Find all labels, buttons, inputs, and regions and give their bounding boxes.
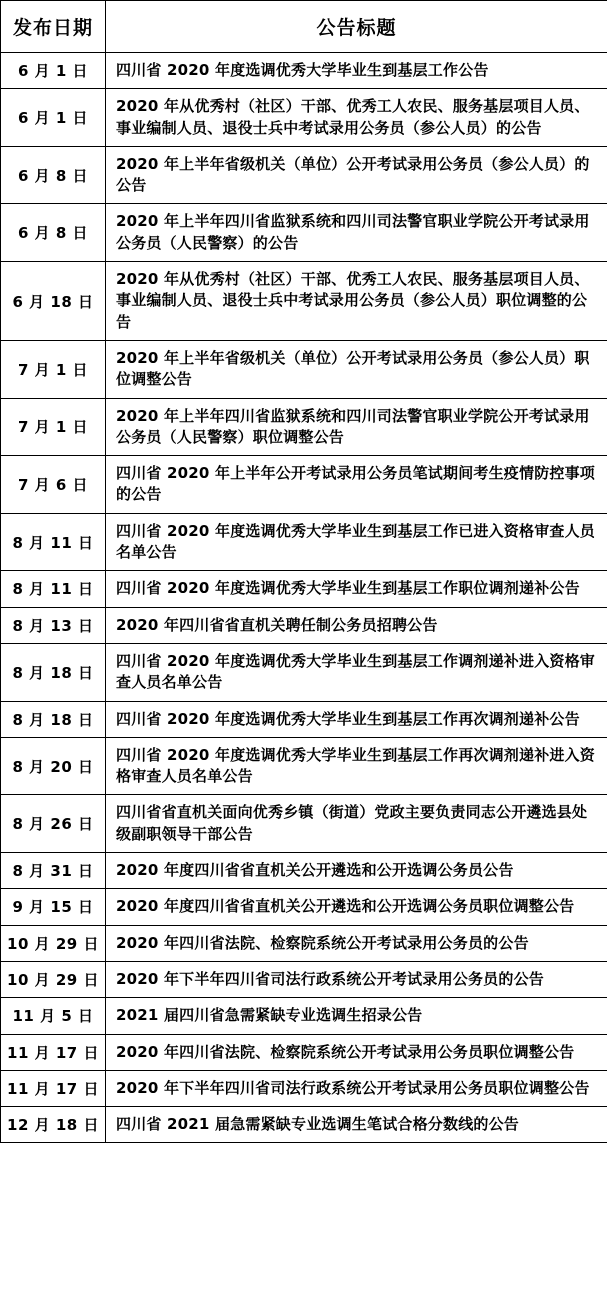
announcement-date: 6 月 1 日 [1, 89, 106, 147]
table-row [1, 1034, 607, 1070]
announcement-date: 7 月 1 日 [1, 340, 106, 398]
announcement-title: 2020 年下半年四川省司法行政系统公开考试录用公务员职位调整公告 [106, 1070, 607, 1106]
table-row [1, 146, 607, 204]
table-row [1, 398, 607, 456]
table-row [1, 1070, 607, 1106]
announcement-title: 2020 年下半年四川省司法行政系统公开考试录用公务员的公告 [106, 961, 607, 997]
announcement-date: 8 月 31 日 [1, 853, 106, 889]
announcement-date: 11 月 17 日 [1, 1070, 106, 1106]
table-row [1, 89, 607, 147]
announcement-title: 2021 届四川省急需紧缺专业选调生招录公告 [106, 998, 607, 1034]
announcement-title: 四川省 2020 年上半年公开考试录用公务员笔试期间考生疫情防控事项的公告 [106, 456, 607, 514]
announcement-date: 8 月 20 日 [1, 737, 106, 795]
announcement-date: 6 月 18 日 [1, 262, 106, 341]
table-row [1, 53, 607, 89]
announcement-title: 四川省 2020 年度选调优秀大学毕业生到基层工作职位调剂递补公告 [106, 571, 607, 607]
table-row [1, 795, 607, 853]
announcement-date: 7 月 1 日 [1, 398, 106, 456]
announcement-title: 2020 年上半年四川省监狱系统和四川司法警官职业学院公开考试录用公务员（人民警察）的公告 [106, 204, 607, 262]
announcement-title: 2020 年度四川省省直机关公开遴选和公开选调公务员公告 [106, 853, 607, 889]
announcement-date: 7 月 6 日 [1, 456, 106, 514]
table-row [1, 571, 607, 607]
announcement-date: 8 月 13 日 [1, 607, 106, 643]
table-row [1, 998, 607, 1034]
announcement-title: 四川省 2020 年度选调优秀大学毕业生到基层工作再次调剂递补公告 [106, 701, 607, 737]
announcement-title: 四川省 2020 年度选调优秀大学毕业生到基层工作调剂递补进入资格审查人员名单公告 [106, 643, 607, 701]
announcement-title: 2020 年上半年四川省监狱系统和四川司法警官职业学院公开考试录用公务员（人民警察）职位调整公告 [106, 398, 607, 456]
table-body [1, 53, 607, 1143]
table-row [1, 925, 607, 961]
announcement-title: 2020 年四川省法院、检察院系统公开考试录用公务员的公告 [106, 925, 607, 961]
announcement-title: 四川省 2020 年度选调优秀大学毕业生到基层工作再次调剂递补进入资格审查人员名单公告 [106, 737, 607, 795]
column-header-title: 公告标题 [106, 1, 607, 53]
table-row [1, 204, 607, 262]
announcement-title: 四川省 2020 年度选调优秀大学毕业生到基层工作已进入资格审查人员名单公告 [106, 513, 607, 571]
table-row [1, 737, 607, 795]
table-row [1, 643, 607, 701]
announcement-date: 8 月 18 日 [1, 701, 106, 737]
announcement-title: 四川省 2020 年度选调优秀大学毕业生到基层工作公告 [106, 53, 607, 89]
table-header [1, 1, 607, 53]
table-row [1, 456, 607, 514]
announcement-date: 10 月 29 日 [1, 961, 106, 997]
announcement-date: 6 月 8 日 [1, 204, 106, 262]
announcement-date: 10 月 29 日 [1, 925, 106, 961]
announcement-title: 四川省 2021 届急需紧缺专业选调生笔试合格分数线的公告 [106, 1107, 607, 1143]
table-row [1, 607, 607, 643]
announcement-title: 2020 年度四川省省直机关公开遴选和公开选调公务员职位调整公告 [106, 889, 607, 925]
announcement-date: 8 月 26 日 [1, 795, 106, 853]
table-row [1, 701, 607, 737]
announcement-title: 2020 年四川省省直机关聘任制公务员招聘公告 [106, 607, 607, 643]
column-header-date: 发布日期 [1, 1, 106, 53]
announcement-date: 9 月 15 日 [1, 889, 106, 925]
announcement-title: 2020 年上半年省级机关（单位）公开考试录用公务员（参公人员）职位调整公告 [106, 340, 607, 398]
announcement-title: 2020 年从优秀村（社区）干部、优秀工人农民、服务基层项目人员、事业编制人员、退役士兵中考试录用公务员（参公人员）职位调整的公告 [106, 262, 607, 341]
announcement-date: 6 月 1 日 [1, 53, 106, 89]
announcement-date: 8 月 11 日 [1, 571, 106, 607]
table-row [1, 513, 607, 571]
table-row [1, 262, 607, 341]
announcement-date: 8 月 18 日 [1, 643, 106, 701]
table-header-row [1, 1, 607, 53]
announcement-date: 11 月 17 日 [1, 1034, 106, 1070]
announcement-title: 2020 年从优秀村（社区）干部、优秀工人农民、服务基层项目人员、事业编制人员、退役士兵中考试录用公务员（参公人员）的公告 [106, 89, 607, 147]
announcement-title: 四川省省直机关面向优秀乡镇（街道）党政主要负责同志公开遴选县处级副职领导干部公告 [106, 795, 607, 853]
announcement-title: 2020 年四川省法院、检察院系统公开考试录用公务员职位调整公告 [106, 1034, 607, 1070]
table-row [1, 1107, 607, 1143]
announcement-title: 2020 年上半年省级机关（单位）公开考试录用公务员（参公人员）的公告 [106, 146, 607, 204]
announcement-date: 6 月 8 日 [1, 146, 106, 204]
announcement-date: 11 月 5 日 [1, 998, 106, 1034]
announcement-date: 12 月 18 日 [1, 1107, 106, 1143]
announcement-date: 8 月 11 日 [1, 513, 106, 571]
table-row [1, 889, 607, 925]
table-row [1, 961, 607, 997]
table-row [1, 853, 607, 889]
table-row [1, 340, 607, 398]
